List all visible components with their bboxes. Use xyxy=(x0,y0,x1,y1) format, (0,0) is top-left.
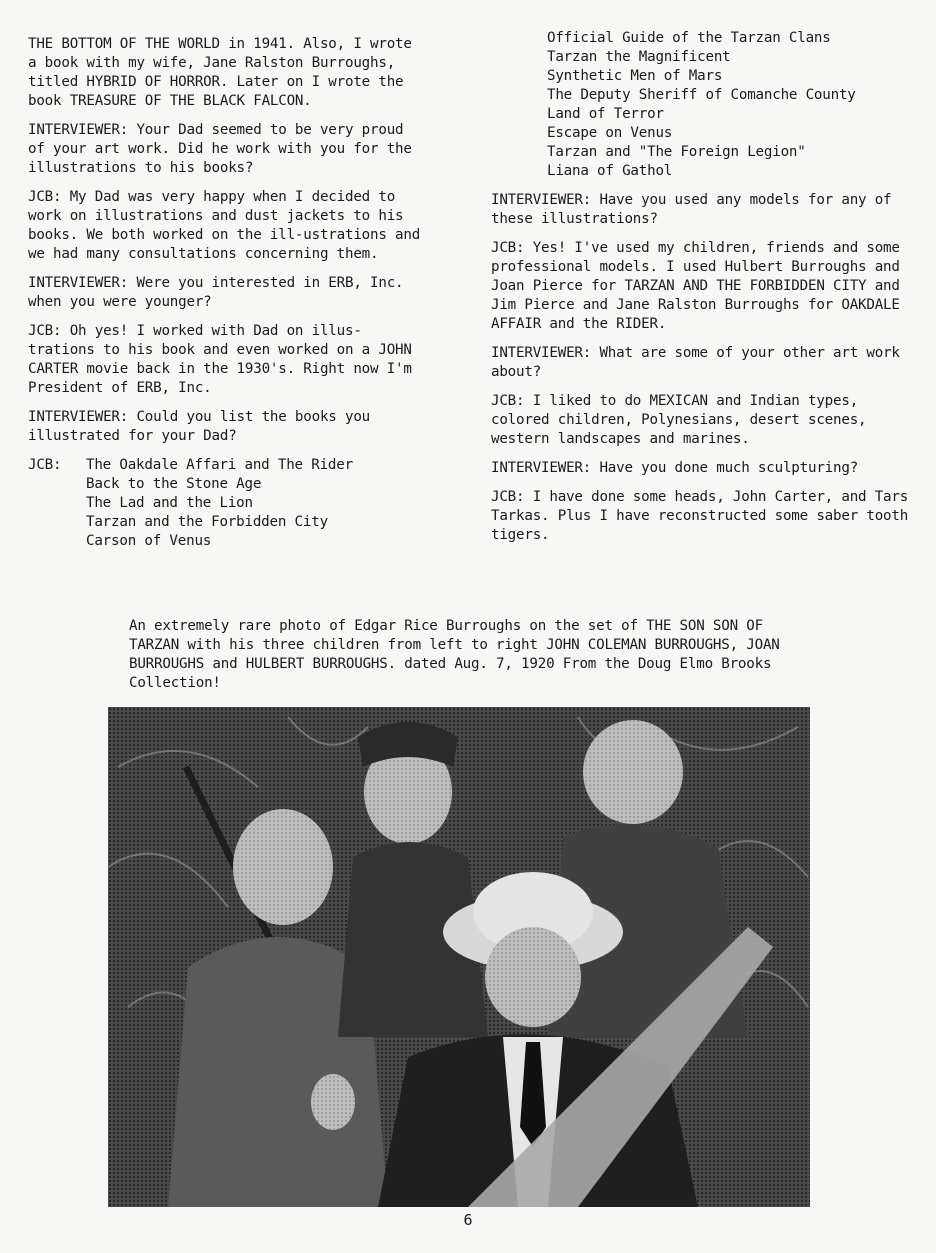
list-item: Tarzan the Magnificent xyxy=(547,49,731,65)
photo-illustration xyxy=(108,707,810,1207)
page-number: 6 xyxy=(463,1211,473,1229)
question-models: INTERVIEWER: Have you used any models for any of these illustrations? xyxy=(491,192,892,227)
list-item: Official Guide of the Tarzan Clans xyxy=(547,30,831,46)
list-item: Back to the Stone Age xyxy=(86,476,262,492)
question-other-art: INTERVIEWER: What are some of your other art work about? xyxy=(491,345,900,380)
list-item: Land of Terror xyxy=(547,106,664,122)
historical-photo xyxy=(108,707,810,1207)
answer-other-art: JCB: I liked to do MEXICAN and Indian types, colored children, Polynesians, desert scenes, western landscapes and marines. xyxy=(491,393,867,447)
list-item: The Lad and the Lion xyxy=(86,495,253,511)
books-answer-lead: JCB: xyxy=(28,457,62,473)
paragraph-bottom-of-the-world: THE BOTTOM OF THE WORLD in 1941. Also, I wrote a book with my wife, Jane Ralston Burroughs, titled HYBRID OF HORROR. Later on I wrote the book TREASURE OF THE BLACK FALCON. xyxy=(28,36,412,109)
list-item: Tarzan and "The Foreign Legion" xyxy=(547,144,806,160)
list-item: Tarzan and the Forbidden City xyxy=(86,514,328,530)
answer-art-work: JCB: My Dad was very happy when I decided to work on illustrations and dust jackets to his books. We both worked on the ill-ustrations and we had many consultations concerning them. xyxy=(28,189,421,262)
answer-erb-inc: JCB: Oh yes! I worked with Dad on illus-trations to his book and even worked on a JOHN CARTER movie back in the 1930's. Right now I'm President of ERB, Inc. xyxy=(28,323,412,396)
list-item: Synthetic Men of Mars xyxy=(547,68,723,84)
left-column xyxy=(28,35,428,551)
list-item: Liana of Gathol xyxy=(547,163,673,179)
question-sculpturing: INTERVIEWER: Have you done much sculpturing? xyxy=(491,460,859,476)
book-list xyxy=(86,456,353,551)
right-column xyxy=(491,29,921,555)
photo-caption: An extremely rare photo of Edgar Rice Burroughs on the set of THE SON SON OF TARZAN with his three children from left to right JOHN COLEMAN BURROUGHS, JOAN BURROUGHS and HULBERT BURROUGHS. dated Aug. 7, 1920 From the Doug Elmo Brooks Collection! xyxy=(129,618,780,691)
list-item: Escape on Venus xyxy=(547,125,673,141)
question-books-illustrated: INTERVIEWER: Could you list the books you illustrated for your Dad? xyxy=(28,409,371,444)
question-erb-inc: INTERVIEWER: Were you interested in ERB, Inc. when you were younger? xyxy=(28,275,404,310)
answer-sculpturing: JCB: I have done some heads, John Carter, and Tars Tarkas. Plus I have reconstructed some saber tooth tigers. xyxy=(491,489,909,543)
list-item: The Deputy Sheriff of Comanche County xyxy=(547,87,856,103)
list-item: The Oakdale Affari and The Rider xyxy=(86,457,353,473)
list-item: Carson of Venus xyxy=(86,533,212,549)
question-art-work: INTERVIEWER: Your Dad seemed to be very proud of your art work. Did he work with you for the illustrations to his books? xyxy=(28,122,412,176)
books-answer xyxy=(28,456,428,551)
book-list-continued xyxy=(547,29,921,181)
answer-models: JCB: Yes! I've used my children, friends and some professional models. I used Hulbert Burroughs and Joan Pierce for TARZAN AND THE FORBIDDEN CITY and Jim Pierce and Jane Ralston Burroughs for OAKDALE AFFAIR and the RIDER. xyxy=(491,240,900,332)
